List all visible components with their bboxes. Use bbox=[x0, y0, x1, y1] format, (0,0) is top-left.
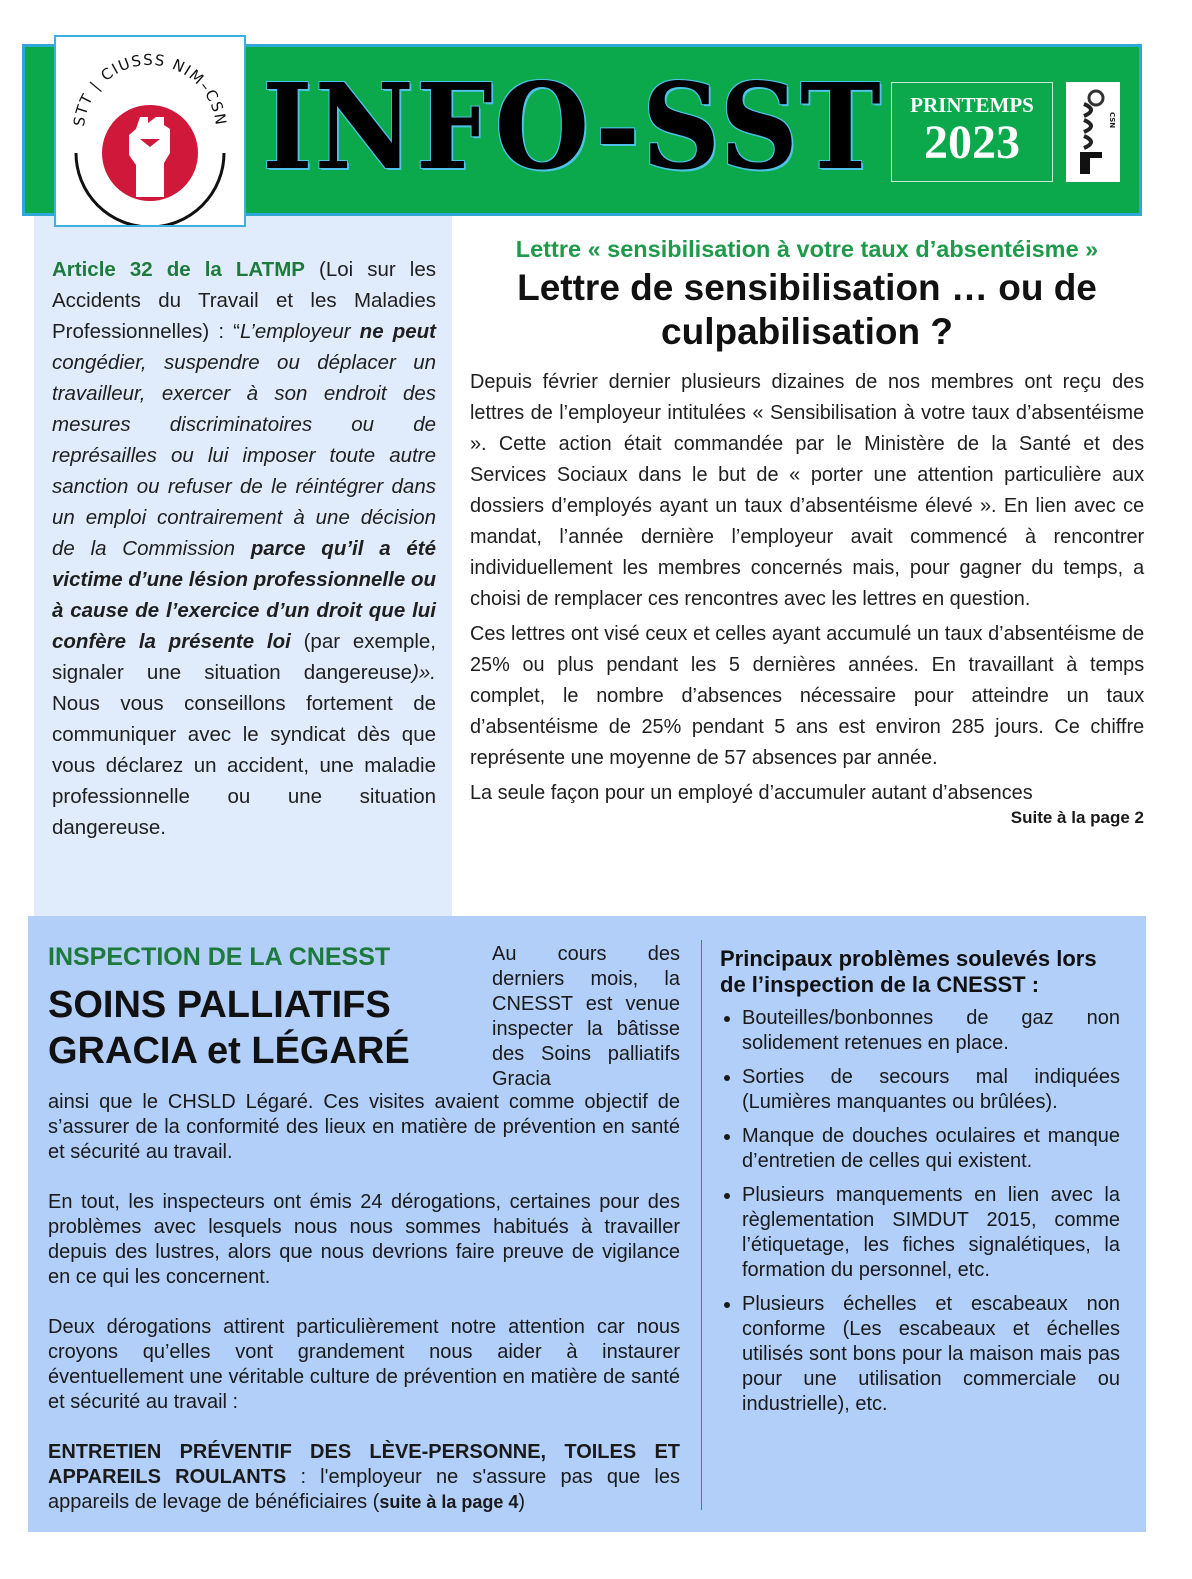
inspection-body bbox=[48, 1090, 680, 1515]
latmp-text: Article 32 de la LATMP (Loi sur les Accidents du Travail et les Maladies Professionnelles) : “L’employeur ne peut congédier, suspendre ou déplacer un travailleur, exercer à son endroit des mesures discriminatoires ou de représailles ou lui imposer toute autre sanction ou refuser de le réintégrer dans un emploi contrairement à une décision de la Commission parce qu’il a été victime d’une lésion professionnelle ou à cause de l’exercice d’un droit que lui confère la présente loi (par exemple, signaler une situation dangereuse)». Nous vous conseillons fortement de communiquer avec le syndicat dès que vous déclarez un accident, une maladie professionnelle ou une situation dangereuse. bbox=[52, 258, 436, 839]
fsss-csn-logo bbox=[1066, 82, 1120, 182]
edition-season: PRINTEMPS bbox=[910, 93, 1034, 117]
newsletter-title: INFO-SST bbox=[262, 57, 883, 196]
inspection-paragraph: En tout, les inspecteurs ont émis 24 dérogations, certaines pour des problèmes avec lesquels nous nous sommes habitués à travailler depuis des lustres, alors que nous devrions faire preuve de vigilance en ce qui les concernent. bbox=[48, 1191, 680, 1288]
list-item: • Bouteilles/bonbonnes de gaz non solidement retenues en place. bbox=[742, 1006, 1120, 1056]
inspection-section bbox=[28, 916, 1146, 1532]
inspection-article bbox=[48, 942, 680, 1513]
latmp-lead: Article 32 de la LATMP bbox=[52, 258, 305, 281]
inspection-paragraph: Deux dérogations attirent particulièrement notre attention car nous croyons qu’elles vont grandement nous aider à instaurer éventuellement une véritable culture de prévention en matière de santé et sécurité au travail : bbox=[48, 1316, 680, 1413]
edition-box bbox=[891, 82, 1053, 182]
list-item: • Plusieurs manquements en lien avec la règlementation SIMDUT 2015, comme l’étiquetage, les fiches signalétiques, la formation du personnel, etc. bbox=[742, 1183, 1120, 1283]
problems-heading: Principaux problèmes soulevés lors de l’inspection de la CNESST : bbox=[720, 946, 1097, 997]
article-headline: Lettre de sensibilisation … ou de culpabilisation ? bbox=[517, 267, 1097, 352]
inspection-paragraph: ENTRETIEN PRÉVENTIF DES LÈVE-PERSONNE, TOILES ET APPAREILS ROULANTS : l'employeur ne s'assure pas que les appareils de levage de bénéficiaires (suite à la page 4) bbox=[48, 1441, 680, 1513]
list-item: • Manque de douches oculaires et manque d’entretien de celles qui existent. bbox=[742, 1124, 1120, 1174]
union-logo bbox=[54, 35, 246, 227]
problems-box bbox=[720, 946, 1120, 1426]
article-paragraph: La seule façon pour un employé d’accumuler autant d’absences bbox=[470, 781, 1033, 804]
inspection-intro: Au cours des derniers mois, la CNESST est venue inspecter la bâtisse des Soins palliatifs Gracia bbox=[492, 943, 680, 1090]
inspection-title: SOINS PALLIATIFS GRACIA et LÉGARÉ bbox=[48, 984, 410, 1072]
list-item: • Plusieurs échelles et escabeaux non conforme (Les escabeaux et échelles utilisés sont bons pour la maison mais pas pour une utilisation commerciale ou industrielle), etc. bbox=[742, 1292, 1120, 1417]
article-kicker: Lettre « sensibilisation à votre taux d’absentéisme » bbox=[515, 236, 1099, 262]
list-item: • Sorties de secours mal indiquées (Lumières manquantes ou brûlées). bbox=[742, 1065, 1120, 1115]
inspection-kicker: INSPECTION DE LA CNESST bbox=[48, 943, 391, 971]
column-divider bbox=[701, 940, 702, 1510]
svg-text:CSN: CSN bbox=[1108, 112, 1116, 129]
problems-list bbox=[720, 1006, 1120, 1417]
continued-link[interactable]: Suite à la page 2 bbox=[1010, 808, 1144, 827]
latmp-sidebar bbox=[34, 216, 452, 916]
logo-text: STT | CIUSSS NIM–CSN bbox=[70, 50, 231, 128]
absenteeism-article bbox=[470, 234, 1144, 828]
edition-year: 2023 bbox=[924, 116, 1020, 169]
article-paragraph: Ces lettres ont visé ceux et celles ayant accumulé un taux d’absentéisme de 25% ou plus pendant les 5 dernières années. En travaillant à temps complet, le nombre d’absences nécessaire pour atteindre un taux d’absentéisme de 25% pendant 5 ans est environ 285 jours. Ce chiffre représente une moyenne de 57 absences par année. bbox=[470, 622, 1145, 769]
fsss-logo-icon bbox=[1066, 82, 1120, 182]
inspection-paragraph: ainsi que le CHSLD Légaré. Ces visites avaient comme objectif de s’assurer de la conformité des lieux en matière de prévention en santé et sécurité au travail. bbox=[48, 1091, 680, 1163]
fist-logo-icon bbox=[56, 37, 244, 225]
continued-link-page4[interactable]: suite à la page 4 bbox=[379, 1492, 519, 1512]
article-paragraph: Depuis février dernier plusieurs dizaines de nos membres ont reçu des lettres de l’employeur intitulées « Sensibilisation à votre taux d’absentéisme ». Cette action était commandée par le Ministère de la Santé et des Services Sociaux dans le but de « porter une attention particulière aux dossiers d’employés ayant un taux d’absentéisme élevé ». En lien avec ce mandat, l’année dernière l’employeur avait commencé à rencontrer individuellement les membres concernés mais, pour gagner du temps, a choisi de remplacer ces rencontres avec les lettres en question. bbox=[470, 370, 1145, 610]
